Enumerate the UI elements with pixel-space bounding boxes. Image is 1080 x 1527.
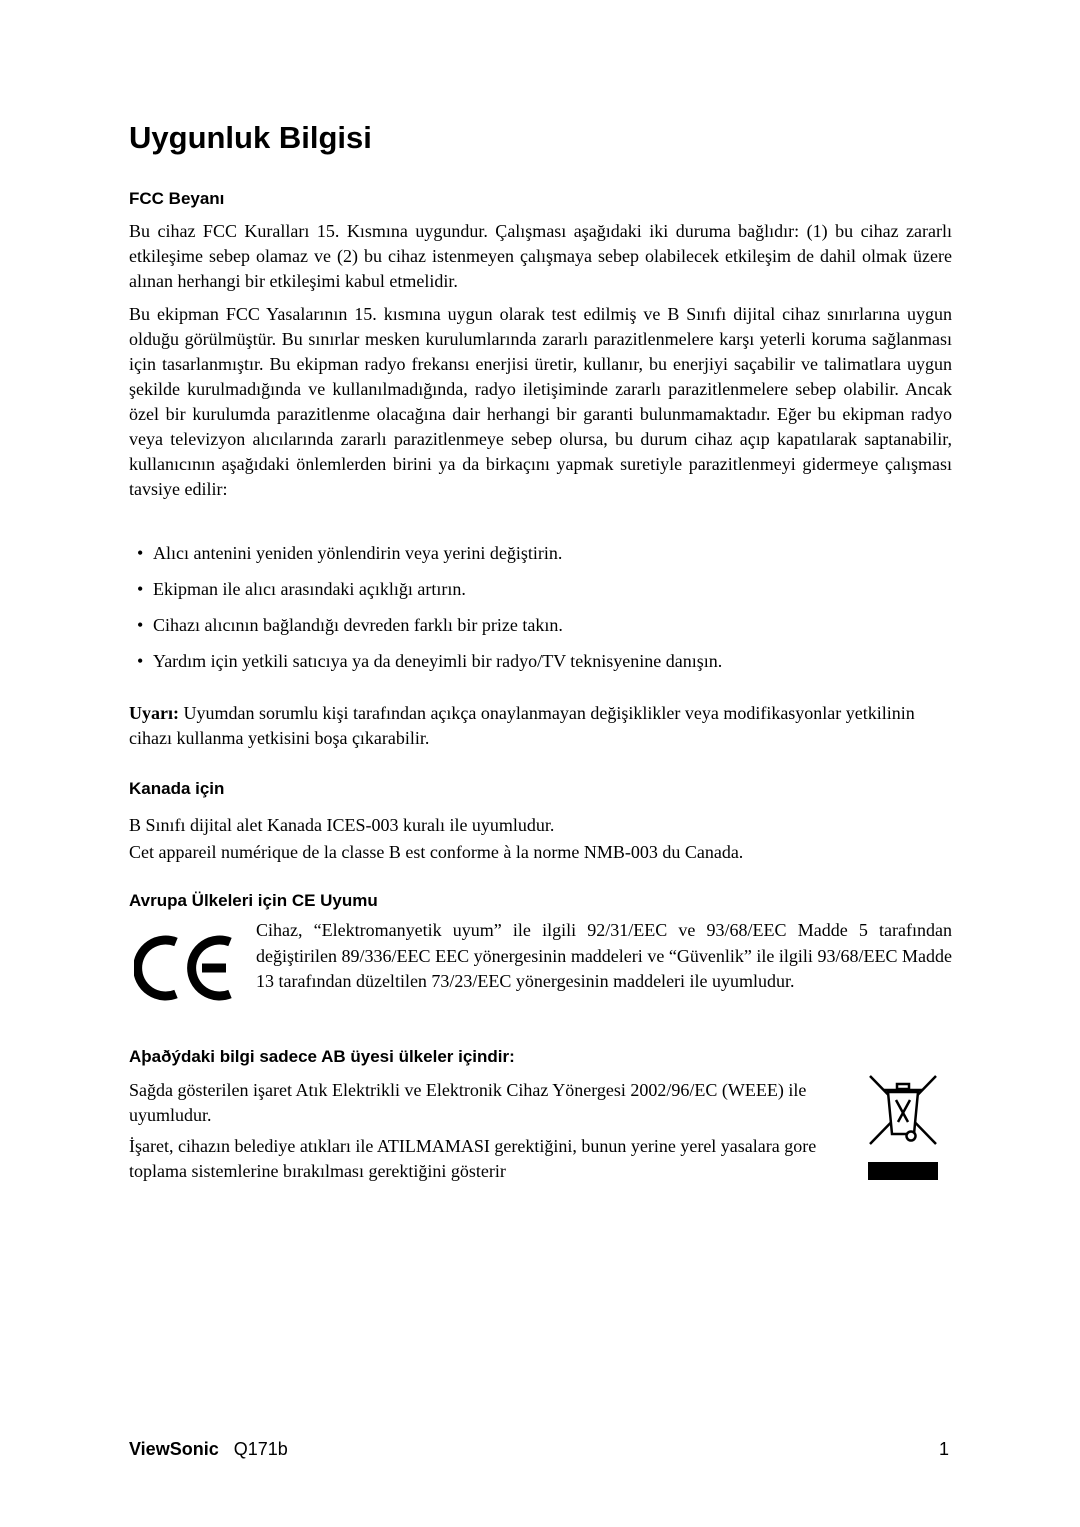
model-name: Q171b <box>233 1439 288 1459</box>
canada-heading: Kanada için <box>129 779 225 798</box>
list-item: • Ekipman ile alıcı arasındaki açıklığı artırın. <box>137 577 722 613</box>
canada-line-1: B Sınıfı dijital alet Kanada ICES-003 kuralı ile uyumludur. <box>129 815 555 835</box>
bullet-icon: • <box>137 651 144 671</box>
footer-brand <box>129 1437 288 1461</box>
brand-name: ViewSonic <box>129 1439 219 1459</box>
list-item: • Alıcı antenini yeniden yönlendirin veya yerini değiştirin. <box>137 541 722 577</box>
ce-mark-icon <box>134 928 238 1008</box>
list-item: • Cihazı alıcının bağlandığı devreden farklı bir prize takın. <box>137 613 722 649</box>
page-title: Uygunluk Bilgisi <box>129 120 372 155</box>
bullet-icon: • <box>137 615 144 635</box>
fcc-measures-list <box>137 541 722 685</box>
fcc-warning <box>129 701 952 751</box>
fcc-paragraph-2: Bu ekipman FCC Yasalarının 15. kısmına uygun olarak test edilmiş ve B Sınıfı dijital cihaz sınırlarına uygun olduğu görülmüştür. Bu sınırlar mesken kurulumlarında zararlı parazitlenmelere karşı yeterli koruma sağlanması için tasarlanmıştır. Bu ekipman radyo frekansı enerjisi üretir, kullanır, bu enerjiyi saçabilir ve talimatlara uygun şekilde kurulmadığında ve kullanılmadığında, radyo iletişiminde zararlı parazitlenmelere sebep olabilir. Ancak özel bir kurulumda parazitlenme olacağına dair herhangi bir garanti bulunmamaktadır. Eğer bu ekipman radyo veya televizyon alıcılarında zararlı parazitlenmeye sebep olursa, bu durum cihaz açıp kapatılarak saptanabilir, kullanıcının aşağıdaki önlemlerden birini ya da birkaçını yapmak suretiyle parazitlenmeyi gidermeye çalışması tavsiye edilir: <box>129 304 952 499</box>
canada-line-2: Cet appareil numérique de la classe B est conforme à la norme NMB-003 du Canada. <box>129 842 744 862</box>
page-number: 1 <box>939 1439 950 1459</box>
list-item: • Yardım için yetkili satıcıya ya da deneyimli bir radyo/TV teknisyenine danışın. <box>137 649 722 685</box>
ce-heading: Avrupa Ülkeleri için CE Uyumu <box>129 891 378 910</box>
weee-paragraph-2: İşaret, cihazın belediye atıkları ile ATILMAMASI gerektiğini, bunun yerine yerel yasalara gore toplama sistemlerine bırakılması gerektiğini gösterir <box>129 1136 817 1181</box>
ce-text: Cihaz, “Elektromanyetik uyum” ile ilgili 92/31/EEC ve 93/68/EEC Madde 5 tarafından değiştirilen 89/336/EEC EEC yönergesinin maddeleri ve “Güvenlik” ile ilgili 93/68/EEC Madde 13 tarafından düzeltilen 73/23/EEC yönergesinin maddeleri ile uyumludur. <box>256 920 952 991</box>
fcc-heading: FCC Beyanı <box>129 189 225 208</box>
weee-paragraph-1: Sağda gösterilen işaret Atık Elektrikli ve Elektronik Cihaz Yönergesi 2002/96/EC (WEEE) ile uyumludur. <box>129 1080 807 1125</box>
weee-heading: Aþaðýdaki bilgi sadece AB üyesi ülkeler içindir: <box>129 1047 515 1066</box>
fcc-paragraph-1: Bu cihaz FCC Kuralları 15. Kısmına uygundur. Çalışması aşağıdaki iki duruma bağlıdır: (1) bu cihaz zararlı etkileşime sebep olamaz ve (2) bu cihaz istenmeyen çalışmaya sebep olabilecek etkileşim de dahil olmak üzere alınan herhangi bir etkileşimi kabul etmelidir. <box>129 221 952 291</box>
crossed-out-wheelie-bin-icon <box>866 1070 940 1182</box>
warning-label: Uyarı: <box>129 703 179 723</box>
bullet-icon: • <box>137 543 144 563</box>
warning-text: Uyumdan sorumlu kişi tarafından açıkça onaylanmayan değişiklikler veya modifikasyonlar yetkilinin cihazı kullanma yetkisini boşa çıkarabilir. <box>129 703 915 748</box>
bullet-icon: • <box>137 579 144 599</box>
